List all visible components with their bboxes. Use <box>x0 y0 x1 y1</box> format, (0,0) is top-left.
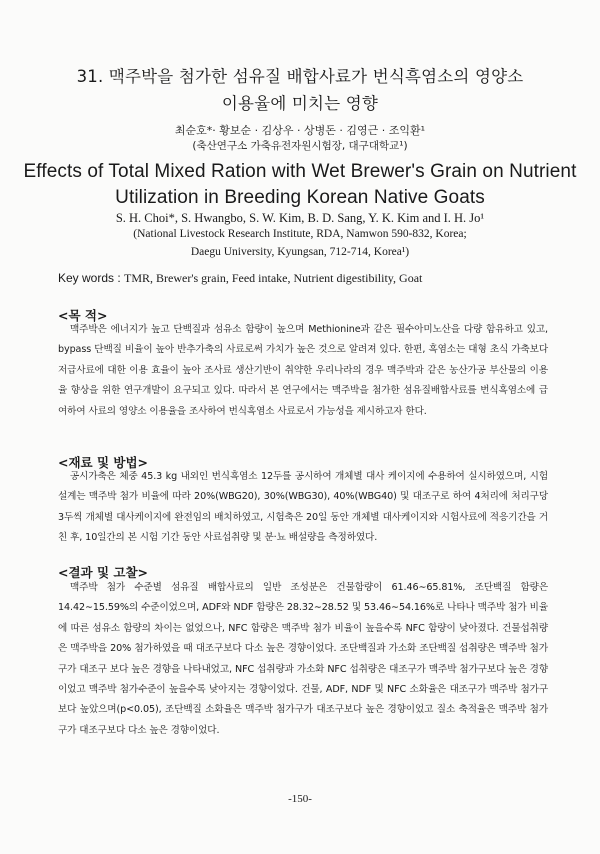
english-title-line-2: Utilization in Breeding Korean Native Goats <box>115 187 485 208</box>
section-text-methods: 공시가축은 체중 45.3 kg 내외인 번식흑염소 12두를 공시하여 개체별 대사 케이지에 수용하여 실시하였으며, 시험설계는 맥주박 첨가 비율에 따라 20%(WBG20), 30%(WBG30), 40%(WBG40) 및 대조구로 하여 4처리에 처리구당 3두씩 개체별 대사케이지에 완전임의 배치하였고, 시험축은 20일 동안 개체별 대사케이지와 시험사료에 적응기간을 거친 후, 10일간의 본 시험 기간 동안 사료섭취량 및 분·뇨 배설량을 측정하였다. <box>58 471 548 544</box>
korean-title-line-2: 이용율에 미치는 영향 <box>221 94 379 113</box>
english-affiliation-line-1: (National Livestock Research Institute, RDA, Namwon 590-832, Korea; <box>133 228 467 240</box>
page-number: -150- <box>288 793 312 805</box>
korean-authors: 최순호*· 황보순 · 김상우 · 상병돈 · 김영근 · 조익환¹ <box>174 124 426 137</box>
korean-title-line-1: 31. 맥주박을 첨가한 섬유질 배합사료가 번식흑염소의 영양소 <box>76 67 524 86</box>
section-heading-results: <결과 및 고찰> <box>58 565 149 580</box>
section-heading-objective: <목 적> <box>58 308 108 323</box>
keywords <box>58 271 558 286</box>
keywords-label: Key words : <box>58 271 125 285</box>
korean-affiliation: (축산연구소 가축유전자원시험장, 대구대학교¹) <box>192 140 408 152</box>
english-authors: S. H. Choi*, S. Hwangbo, S. W. Kim, B. D. Sang, Y. K. Kim and I. H. Jo¹ <box>115 211 485 225</box>
section-text-results: 맥주박 첨가 수준별 섬유질 배합사료의 일반 조성분은 건물함량이 61.46∼65.81%, 조단백질 함량은 14.42∼15.59%의 수준이었으며, ADF와 NDF 함량은 28.32∼28.52 및 53.46∼54.16%로 나타나 맥주박 첨가 비율에 따른 섬유소 함량의 차이는 없었으나, NFC 함량은 맥주박 첨가 비율이 높을수록 NFC 함량이 낮아졌다. 건물섭취량은 맥주박을 20% 첨가하였을 때 대조구보다 다소 높은 경향이었다. 조단백질과 가소화 조단백질 섭취량은 맥주박 첨가구가 대조구 보다 높은 경향을 나타내었고, NFC 섭취량과 가소화 NFC 섭취량은 대조구가 맥주박 첨가구보다 높은 경향이었고 맥주박 첨가수준이 높을수록 낮아지는 경향이었다. 건물, ADF, NDF 및 NFC 소화율은 대조구가 맥주박 첨가구 보다 높았으며(p<0.05), 조단백질 소화율은 맥주박 첨가구가 대조구보다 높은 경향이었고 질소 축적율은 맥주박 첨가구가 대조구보다 다소 높은 경향이었다. <box>58 582 548 736</box>
section-heading-methods: <재료 및 방법> <box>58 455 149 470</box>
section-text-objective: 맥주박은 에너지가 높고 단백질과 섬유소 함량이 높으며 Methionine과 같은 필수아미노산을 다량 함유하고 있고, bypass 단백질 비율이 높아 반추가축의 사료로써 가치가 높은 것으로 알려져 있다. 한편, 흑염소는 대형 초식 가축보다 저급사료에 대한 이용 효율이 높아 조사료 생산기반이 취약한 우리나라의 경우 맥주박과 같은 농산가공 부산물의 이용율 향상을 위한 연구개발이 요구되고 있다. 따라서 본 연구에서는 맥주박을 첨가한 섬유질배합사료를 번식흑염소에 급여하여 사료의 영양소 이용율을 조사하여 번식흑염소 사료로서 가능성을 제시하고자 한다. <box>58 324 548 417</box>
english-affiliation-line-2: Daegu University, Kyungsan, 712-714, Korea¹) <box>190 246 410 258</box>
keywords-text: TMR, Brewer's grain, Feed intake, Nutrient digestibility, Goat <box>124 271 423 285</box>
english-title-line-1: Effects of Total Mixed Ration with Wet Brewer's Grain on Nutrient <box>23 161 577 182</box>
